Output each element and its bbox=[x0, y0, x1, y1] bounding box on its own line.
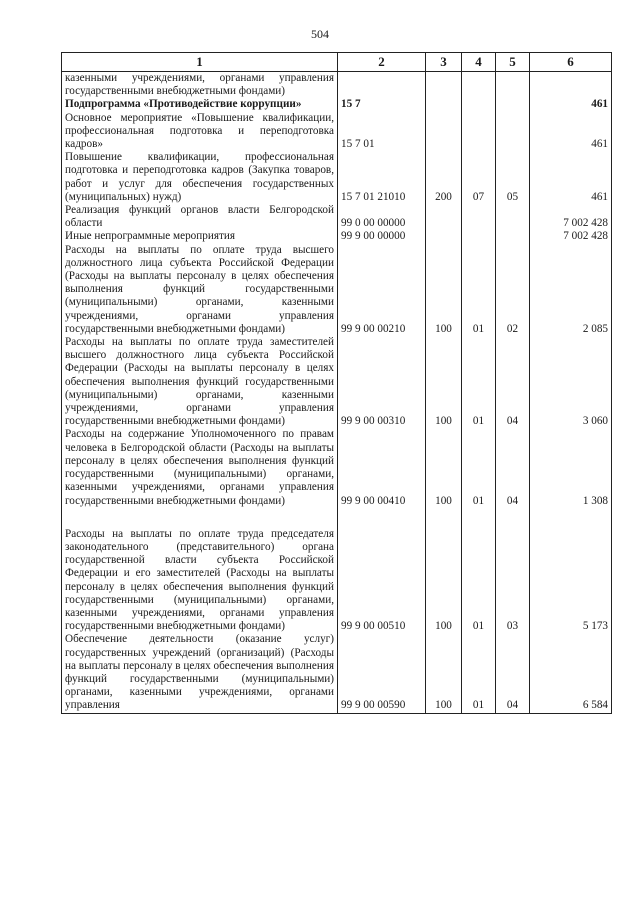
row-target-code: 99 9 00 00210 bbox=[338, 244, 426, 336]
row-subsection: 02 bbox=[496, 244, 530, 336]
row-section bbox=[462, 112, 496, 152]
col-header-1: 1 bbox=[62, 53, 338, 72]
spacer-cell bbox=[462, 508, 496, 528]
row-section: 01 bbox=[462, 336, 496, 428]
row-amount: 461 bbox=[530, 112, 612, 152]
row-section bbox=[462, 204, 496, 230]
row-target-code: 99 9 00 00310 bbox=[338, 336, 426, 428]
row-target-code: 15 7 01 bbox=[338, 112, 426, 152]
row-expense-type bbox=[426, 72, 462, 99]
row-amount bbox=[530, 72, 612, 99]
row-target-code: 15 7 01 21010 bbox=[338, 151, 426, 204]
row-target-code bbox=[338, 72, 426, 99]
table-row bbox=[62, 72, 612, 99]
row-description: Повышение квалификации, профессиональная подготовка и переподготовка кадров (Закупка товаров, работ и услуг для обеспечения государственных (муниципальных) нужд) bbox=[62, 151, 338, 204]
spacer-cell bbox=[426, 508, 462, 528]
row-section bbox=[462, 72, 496, 99]
col-header-5: 5 bbox=[496, 53, 530, 72]
row-subsection: 04 bbox=[496, 633, 530, 713]
table-row bbox=[62, 230, 612, 243]
row-amount: 3 060 bbox=[530, 336, 612, 428]
row-amount: 7 002 428 bbox=[530, 204, 612, 230]
row-target-code: 15 7 bbox=[338, 98, 426, 111]
table-row bbox=[62, 98, 612, 111]
row-subsection bbox=[496, 204, 530, 230]
row-expense-type: 100 bbox=[426, 244, 462, 336]
row-amount: 5 173 bbox=[530, 528, 612, 634]
row-target-code: 99 9 00 00510 bbox=[338, 528, 426, 634]
row-subsection: 05 bbox=[496, 151, 530, 204]
col-header-2: 2 bbox=[338, 53, 426, 72]
table-body bbox=[62, 72, 612, 714]
table-row bbox=[62, 428, 612, 507]
col-header-4: 4 bbox=[462, 53, 496, 72]
row-target-code: 99 9 00 00000 bbox=[338, 230, 426, 243]
row-expense-type: 100 bbox=[426, 633, 462, 713]
row-subsection bbox=[496, 230, 530, 243]
page-number: 504 bbox=[311, 27, 329, 41]
row-expense-type: 100 bbox=[426, 428, 462, 507]
row-subsection: 04 bbox=[496, 336, 530, 428]
row-expense-type bbox=[426, 98, 462, 111]
row-subsection bbox=[496, 72, 530, 99]
row-description: Подпрограмма «Противодействие коррупции» bbox=[62, 98, 338, 111]
table-header bbox=[62, 53, 612, 72]
table-row bbox=[62, 336, 612, 428]
row-expense-type bbox=[426, 204, 462, 230]
col-header-3: 3 bbox=[426, 53, 462, 72]
row-description: Расходы на содержание Уполномоченного по правам человека в Белгородской области (Расходы на выплаты персоналу в целях обеспечения выполнения функций государственными (муниципальными) органами, казенными учреждениями, органами управления государственными внебюджетными фондами) bbox=[62, 428, 338, 507]
row-description: Основное мероприятие «Повышение квалификации, профессиональная подготовка и переподготовка кадров» bbox=[62, 112, 338, 152]
row-target-code: 99 9 00 00590 bbox=[338, 633, 426, 713]
row-section: 01 bbox=[462, 244, 496, 336]
row-amount: 461 bbox=[530, 98, 612, 111]
spacer-cell bbox=[338, 508, 426, 528]
row-section: 01 bbox=[462, 428, 496, 507]
table-row bbox=[62, 244, 612, 336]
header-row bbox=[62, 53, 612, 72]
row-amount: 2 085 bbox=[530, 244, 612, 336]
spacer-cell bbox=[530, 508, 612, 528]
row-amount: 1 308 bbox=[530, 428, 612, 507]
row-subsection bbox=[496, 98, 530, 111]
spacer-cell bbox=[496, 508, 530, 528]
row-section: 01 bbox=[462, 528, 496, 634]
row-target-code: 99 0 00 00000 bbox=[338, 204, 426, 230]
row-section: 07 bbox=[462, 151, 496, 204]
table-row bbox=[62, 528, 612, 634]
row-description: казенными учреждениями, органами управления государственными внебюджетными фондами) bbox=[62, 72, 338, 99]
table-row bbox=[62, 151, 612, 204]
table-row bbox=[62, 112, 612, 152]
table-spacer bbox=[62, 508, 612, 528]
row-description: Реализация функций органов власти Белгородской области bbox=[62, 204, 338, 230]
col-header-6: 6 bbox=[530, 53, 612, 72]
row-description: Расходы на выплаты по оплате труда председателя законодательного (представительного) органа государственной власти субъекта Российской Федерации и его заместителей (Расходы на выплаты персоналу в целях обеспечения выполнения функций государственными (муниципальными) органами, казенными учреждениями, органами управления государственными внебюджетными фондами) bbox=[62, 528, 338, 634]
table-row bbox=[62, 633, 612, 713]
row-amount: 461 bbox=[530, 151, 612, 204]
row-description: Иные непрограммные мероприятия bbox=[62, 230, 338, 243]
row-subsection bbox=[496, 112, 530, 152]
row-amount: 7 002 428 bbox=[530, 230, 612, 243]
row-subsection: 03 bbox=[496, 528, 530, 634]
row-description: Расходы на выплаты по оплате труда высшего должностного лица субъекта Российской Федерации (Расходы на выплаты персоналу в целях обеспечения выполнения функций государственными (муниципальными) органами, казенными учреждениями, органами управления государственными внебюджетными фондами) bbox=[62, 244, 338, 336]
row-section bbox=[462, 98, 496, 111]
row-description: Обеспечение деятельности (оказание услуг) государственных учреждений (организаций) (Расходы на выплаты персоналу в целях обеспечения выполнения функций государственными (муниципальными) органами, казенными учреждениями, органами управления bbox=[62, 633, 338, 713]
row-section bbox=[462, 230, 496, 243]
row-expense-type bbox=[426, 230, 462, 243]
row-target-code: 99 9 00 00410 bbox=[338, 428, 426, 507]
budget-table bbox=[61, 52, 612, 714]
table-row bbox=[62, 204, 612, 230]
row-description: Расходы на выплаты по оплате труда заместителей высшего должностного лица субъекта Российской Федерации (Расходы на выплаты персоналу в целях обеспечения выполнения функций государственными (муниципальными) органами, казенными учреждениями, органами управления государственными внебюджетными фондами) bbox=[62, 336, 338, 428]
row-expense-type: 100 bbox=[426, 336, 462, 428]
row-subsection: 04 bbox=[496, 428, 530, 507]
row-amount: 6 584 bbox=[530, 633, 612, 713]
row-expense-type bbox=[426, 112, 462, 152]
row-section: 01 bbox=[462, 633, 496, 713]
row-expense-type: 100 bbox=[426, 528, 462, 634]
spacer-cell bbox=[62, 508, 338, 528]
row-expense-type: 200 bbox=[426, 151, 462, 204]
